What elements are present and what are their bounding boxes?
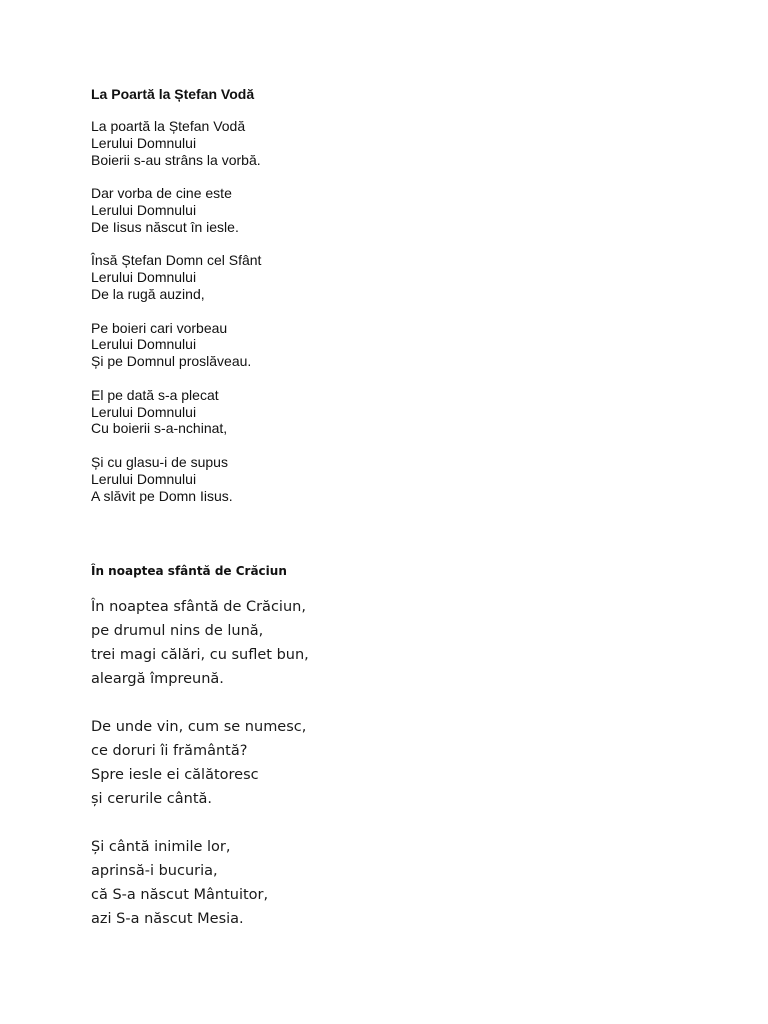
poem1-body bbox=[91, 118, 261, 521]
poem1-line: Însă Ștefan Domn cel Sfânt bbox=[91, 252, 262, 269]
poem2-line: De unde vin, cum se numesc, bbox=[91, 719, 307, 735]
poem1-refrain: Lerului Domnului bbox=[91, 470, 197, 487]
poem2-line: că S-a născut Mântuitor, bbox=[91, 887, 269, 903]
poem1-stanza bbox=[91, 387, 261, 437]
poem2-line: aleargă împreună. bbox=[91, 671, 224, 687]
poem2-stanza bbox=[91, 715, 309, 811]
poem1-line: Și pe Domnul proslăveau. bbox=[91, 353, 252, 370]
poem2-stanza bbox=[91, 835, 309, 931]
poem1-line: Boierii s-au strâns la vorbă. bbox=[91, 151, 261, 168]
poem1-refrain: Lerului Domnului bbox=[91, 134, 197, 151]
poem2-line: Și cântă inimile lor, bbox=[91, 839, 231, 855]
poem1-title: La Poartă la Ștefan Vodă bbox=[91, 86, 255, 102]
poem2-body bbox=[91, 595, 309, 955]
poem1-stanza bbox=[91, 185, 261, 235]
poem2-line: aprinsă-i bucuria, bbox=[91, 863, 218, 879]
poem1-refrain: Lerului Domnului bbox=[91, 201, 197, 218]
poem1-stanza bbox=[91, 320, 261, 370]
poem1-refrain: Lerului Domnului bbox=[91, 403, 197, 420]
poem1-line: A slăvit pe Domn Iisus. bbox=[91, 487, 233, 504]
poem1-line: De Iisus născut în iesle. bbox=[91, 218, 239, 235]
poem1-stanza bbox=[91, 118, 261, 168]
poem1-refrain: Lerului Domnului bbox=[91, 336, 197, 353]
poem2-line: pe drumul nins de lună, bbox=[91, 623, 264, 639]
poem1-line: Pe boieri cari vorbeau bbox=[91, 319, 228, 336]
poem1-line: Și cu glasu-i de supus bbox=[91, 453, 228, 470]
poem2-line: și cerurile cântă. bbox=[91, 791, 213, 807]
poem1-line: Dar vorba de cine este bbox=[91, 185, 232, 202]
poem1-line: Cu boierii s-a-nchinat, bbox=[91, 420, 228, 437]
poem1-line: El pe dată s-a plecat bbox=[91, 386, 219, 403]
poem2-line: În noaptea sfântă de Crăciun, bbox=[91, 599, 306, 615]
poem2-line: azi S-a născut Mesia. bbox=[91, 911, 244, 927]
poem1-line: De la rugă auzind, bbox=[91, 285, 205, 302]
poem2-stanza bbox=[91, 595, 309, 691]
poem2-line: ce doruri îi frământă? bbox=[91, 743, 248, 759]
poem1-refrain: Lerului Domnului bbox=[91, 269, 197, 286]
poem1-stanza bbox=[91, 252, 261, 302]
poem2-line: Spre iesle ei călătoresc bbox=[91, 767, 259, 783]
poem2-title: În noaptea sfântă de Crăciun bbox=[91, 564, 287, 578]
poem1-stanza bbox=[91, 454, 261, 504]
poem1-line: La poartă la Ștefan Vodă bbox=[91, 118, 246, 134]
poem2-line: trei magi călări, cu suflet bun, bbox=[91, 647, 309, 663]
